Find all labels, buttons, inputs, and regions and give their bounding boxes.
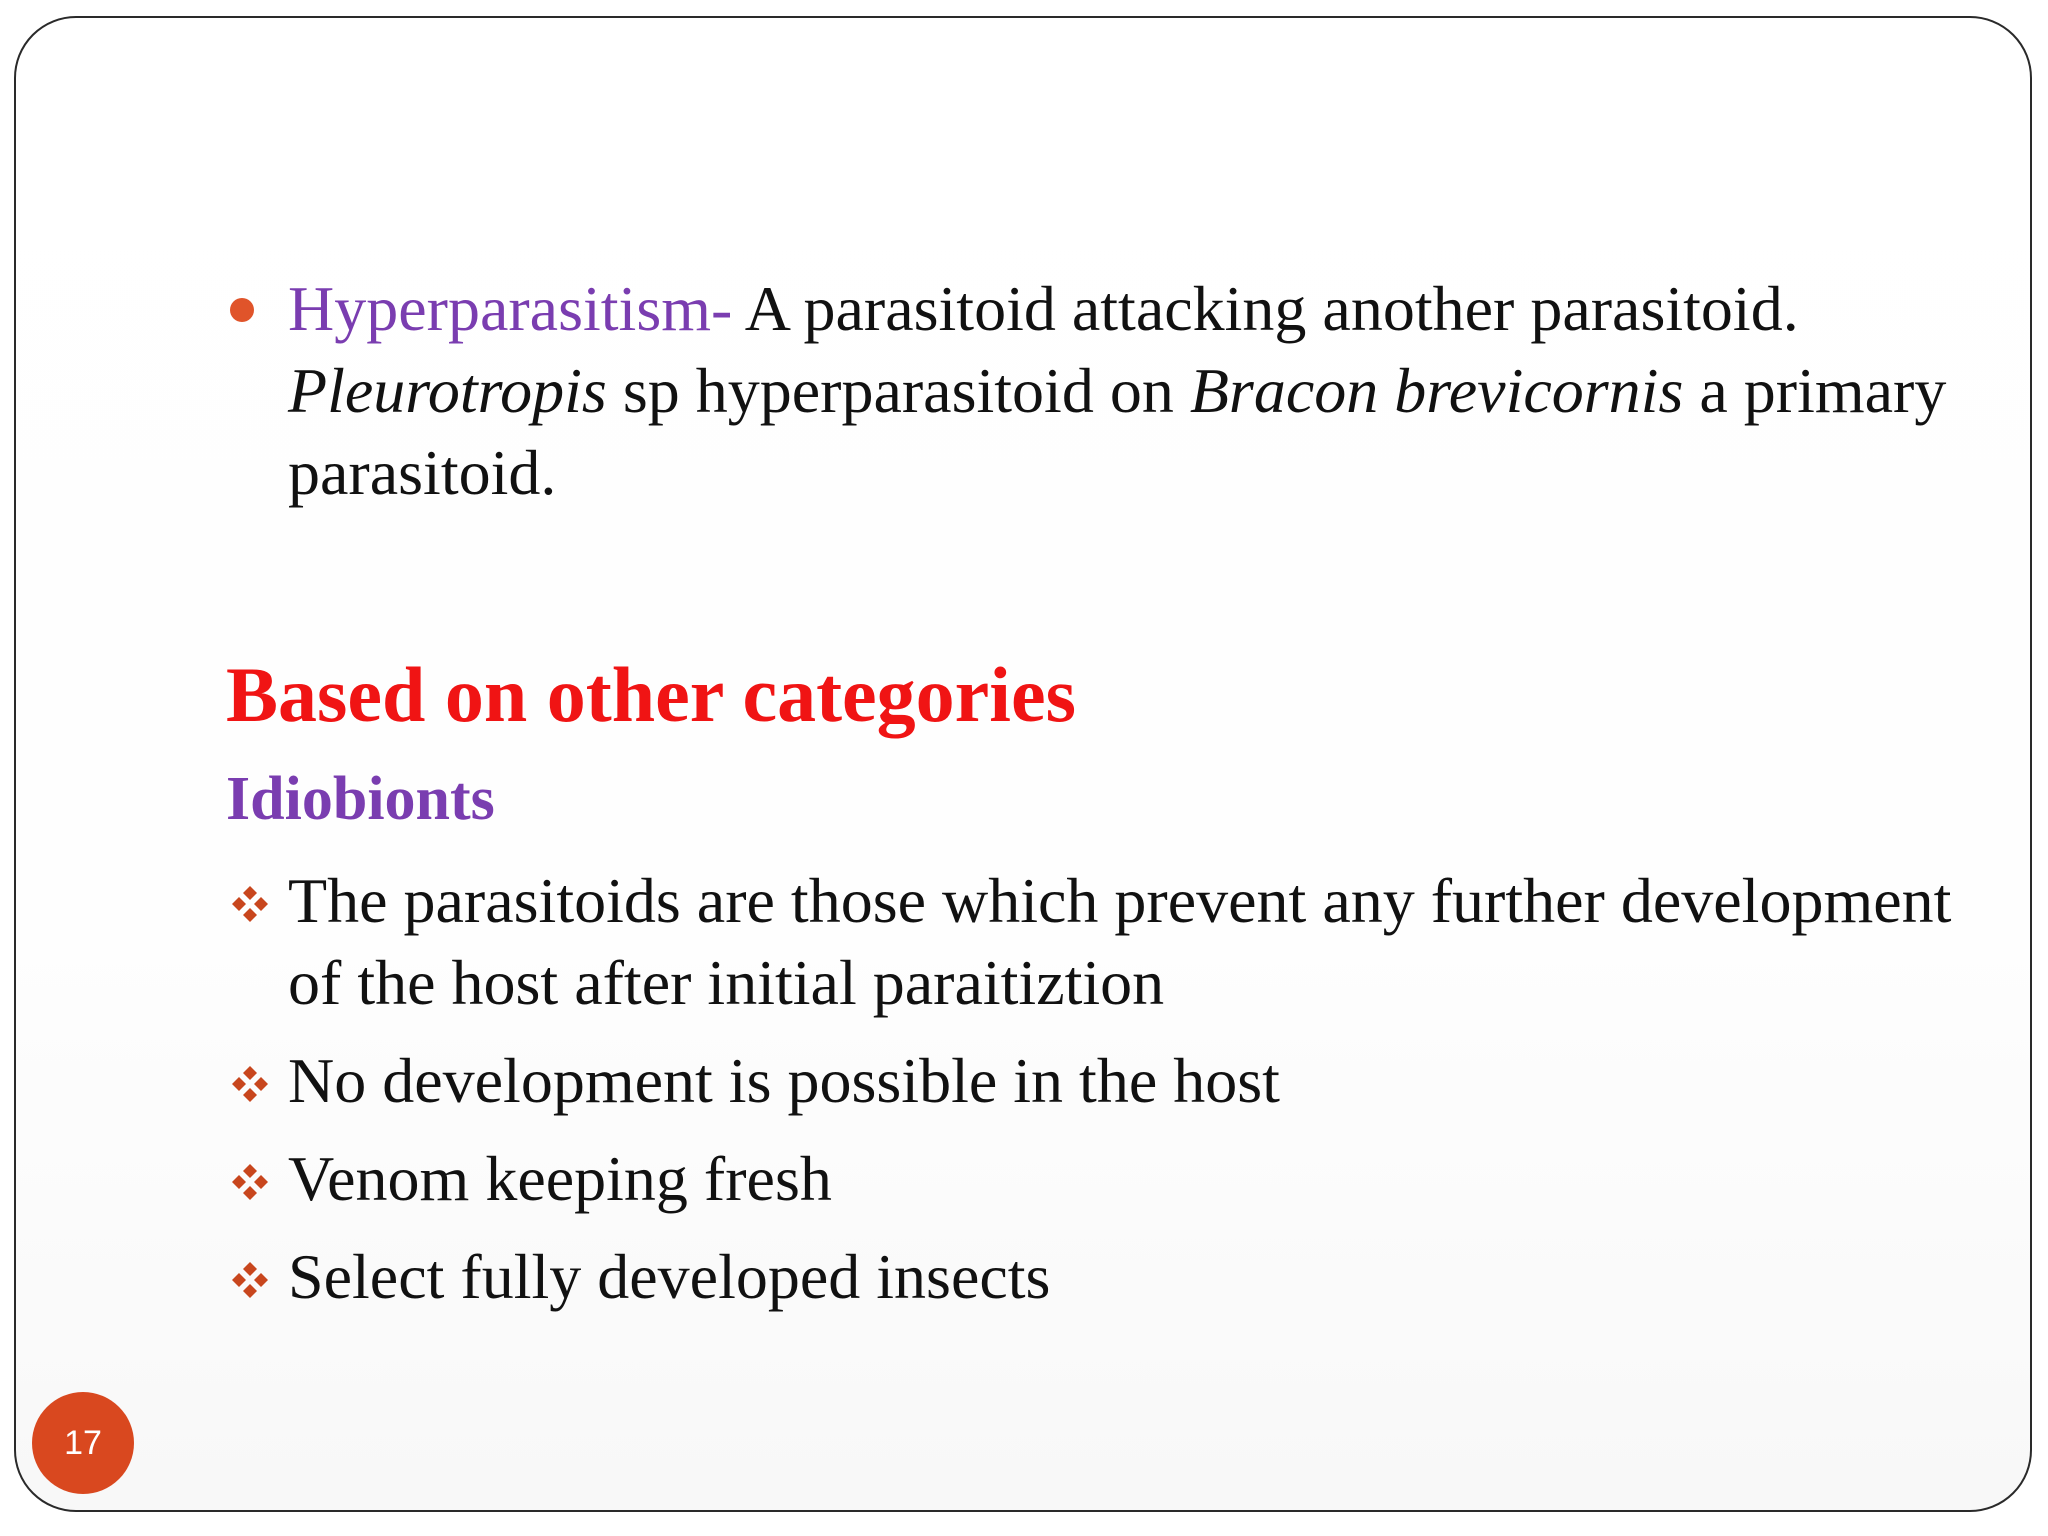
list-item — [226, 1040, 1986, 1122]
species-bracon: Bracon brevicornis — [1189, 355, 1684, 426]
section-heading: Based on other categories — [226, 651, 1076, 738]
list-item-text: The parasitoids are those which prevent any further development of the host after initial paraitiztion — [288, 865, 1952, 1018]
list-item-text: Venom keeping fresh — [288, 1143, 832, 1214]
list-item — [226, 860, 1986, 1024]
sub-heading-idiobionts: Idiobionts — [226, 765, 495, 833]
idiobionts-list — [226, 860, 1986, 1334]
species-pleurotropis: Pleurotropis — [288, 355, 607, 426]
list-item-text: No development is possible in the host — [288, 1045, 1280, 1116]
end-text: a primary parasitoid. — [288, 355, 1947, 508]
round-bullet-icon — [230, 298, 254, 322]
list-item — [226, 1138, 1986, 1220]
diamond-bullet-icon — [230, 884, 270, 924]
diamond-bullet-icon — [230, 1260, 270, 1300]
diamond-bullet-icon — [230, 1064, 270, 1104]
list-item-text: Select fully developed insects — [288, 1241, 1051, 1312]
diamond-bullet-icon — [230, 1162, 270, 1202]
definition-text: A parasitoid attacking another parasitoid. — [732, 273, 1799, 344]
term-hyperparasitism: Hyperparasitism- — [288, 273, 733, 344]
page-number-badge: 17 — [32, 1392, 134, 1494]
hyperparasitism-paragraph — [288, 268, 1948, 514]
list-item — [226, 1236, 1986, 1318]
mid-text: sp hyperparasitoid on — [606, 355, 1190, 426]
